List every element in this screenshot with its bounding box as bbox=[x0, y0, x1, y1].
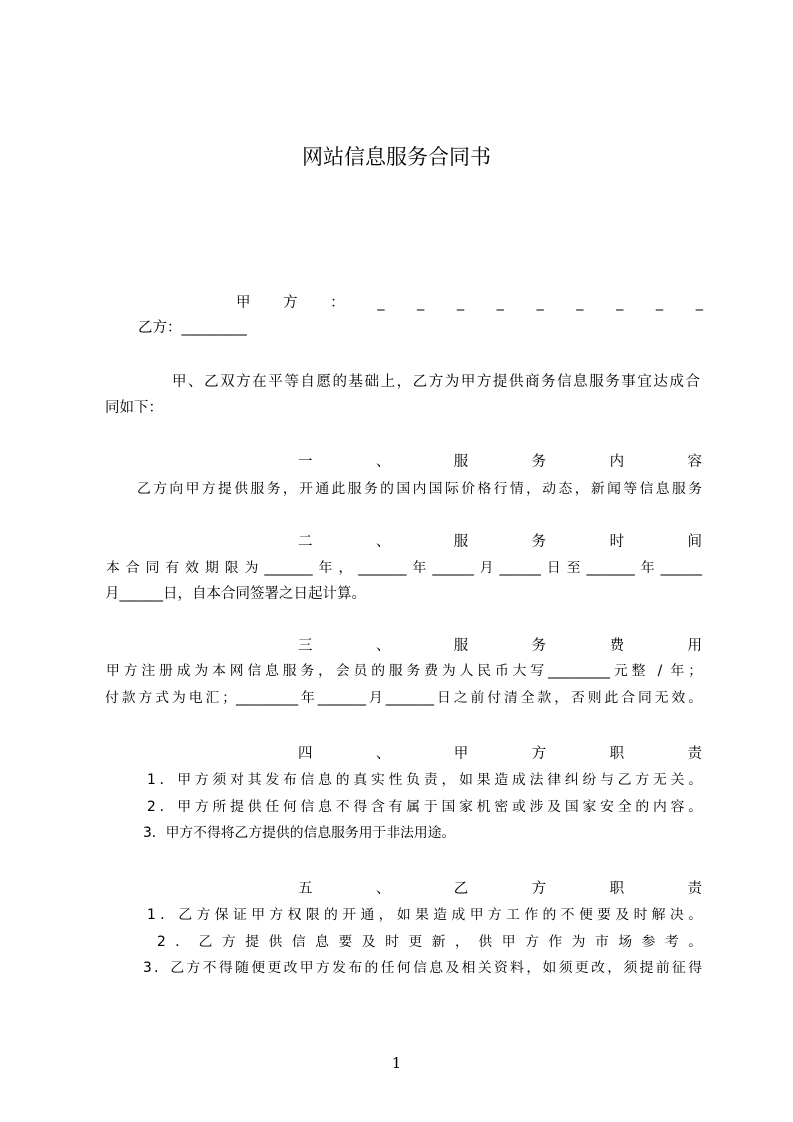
heading-char: 四 bbox=[298, 746, 313, 762]
section-heading-5 bbox=[298, 879, 702, 899]
party-a-blank: _ bbox=[417, 295, 425, 311]
section-heading-1 bbox=[298, 452, 702, 472]
heading-char: 务 bbox=[531, 638, 547, 654]
party-a-blank: _ bbox=[616, 295, 624, 311]
party-a-blank: _ bbox=[377, 295, 385, 311]
party-a-blank: _ bbox=[496, 295, 504, 311]
section-4-line-1: 1．甲方须对其发布信息的真实性负责，如果造成法律纠纷与乙方无关。 bbox=[147, 772, 702, 788]
party-a-blank: _ bbox=[655, 295, 664, 311]
section-2-line-1: 本合同有效期限为_______年，_______年______月______日至_______年______ bbox=[106, 560, 702, 576]
heading-char: 服 bbox=[453, 638, 469, 654]
heading-char: 容 bbox=[687, 454, 702, 470]
section-1-line-1: 乙方向甲方提供服务，开通此服务的国内国际价格行情，动态，新闻等信息服务 bbox=[137, 481, 702, 497]
heading-char: 三 bbox=[298, 638, 313, 654]
heading-char: 、 bbox=[375, 881, 391, 897]
party-a-char: 方 bbox=[283, 295, 298, 311]
heading-char: 二 bbox=[298, 534, 313, 550]
heading-char: 、 bbox=[375, 454, 391, 470]
party-a-blank: _ bbox=[536, 295, 544, 311]
heading-char: 职 bbox=[609, 881, 625, 897]
section-4-line-3: 3．甲方不得将乙方提供的信息服务用于非法用途。 bbox=[143, 825, 456, 841]
heading-char: 费 bbox=[609, 638, 625, 654]
party-a-char: ： bbox=[330, 295, 345, 311]
section-3-line-2: 付款方式为电汇；_________年_______月_______日之前付清全款，否则此合同无效。 bbox=[105, 690, 702, 706]
section-5-line-2: 2．乙方提供信息要及时更新，供甲方作为市场参考。 bbox=[157, 934, 702, 950]
heading-char: 职 bbox=[609, 746, 625, 762]
section-heading-4 bbox=[298, 744, 702, 764]
heading-char: 、 bbox=[375, 746, 391, 762]
heading-char: 、 bbox=[375, 638, 391, 654]
section-5-line-3: 3．乙方不得随便更改甲方发布的任何信息及相关资料，如须更改，须提前征得 bbox=[143, 960, 702, 976]
party-a-blank: _ bbox=[576, 295, 584, 311]
heading-char: 方 bbox=[531, 746, 547, 762]
page-title: 网站信息服务合同书 bbox=[302, 145, 491, 169]
section-heading-2 bbox=[298, 532, 702, 552]
heading-char: 责 bbox=[687, 881, 702, 897]
party-a-line bbox=[236, 293, 703, 313]
party-b-line: 乙方：_________ bbox=[138, 320, 247, 336]
heading-char: 一 bbox=[298, 454, 313, 470]
heading-char: 方 bbox=[531, 881, 547, 897]
section-2-line-2: 月______日，自本合同签署之日起计算。 bbox=[105, 586, 366, 602]
section-5-line-1: 1．乙方保证甲方权限的开通，如果造成甲方工作的不便要及时解决。 bbox=[147, 907, 702, 923]
heading-char: 时 bbox=[609, 534, 625, 550]
section-4-line-2: 2．甲方所提供任何信息不得含有属于国家机密或涉及国家安全的内容。 bbox=[147, 799, 702, 815]
heading-char: 乙 bbox=[453, 881, 469, 897]
party-a-blank: _ bbox=[456, 295, 465, 311]
heading-char: 务 bbox=[531, 534, 547, 550]
heading-char: 内 bbox=[609, 454, 625, 470]
heading-char: 五 bbox=[298, 881, 313, 897]
party-a-blank: _ bbox=[695, 295, 703, 311]
heading-char: 服 bbox=[453, 534, 469, 550]
heading-char: 用 bbox=[687, 638, 702, 654]
heading-char: 责 bbox=[687, 746, 702, 762]
heading-char: 间 bbox=[687, 534, 702, 550]
intro-line-1: 甲、乙双方在平等自愿的基础上，乙方为甲方提供商务信息服务事宜达成合 bbox=[172, 374, 700, 390]
section-heading-3 bbox=[298, 636, 702, 656]
party-a-char: 甲 bbox=[236, 295, 251, 311]
section-3-line-1: 甲方注册成为本网信息服务，会员的服务费为人民币大写_________元整 / 年； bbox=[106, 663, 702, 679]
intro-line-2: 同如下： bbox=[105, 400, 163, 416]
heading-char: 甲 bbox=[453, 746, 469, 762]
heading-char: 务 bbox=[531, 454, 547, 470]
page-number: 1 bbox=[391, 1054, 402, 1072]
heading-char: 服 bbox=[453, 454, 469, 470]
heading-char: 、 bbox=[375, 534, 391, 550]
